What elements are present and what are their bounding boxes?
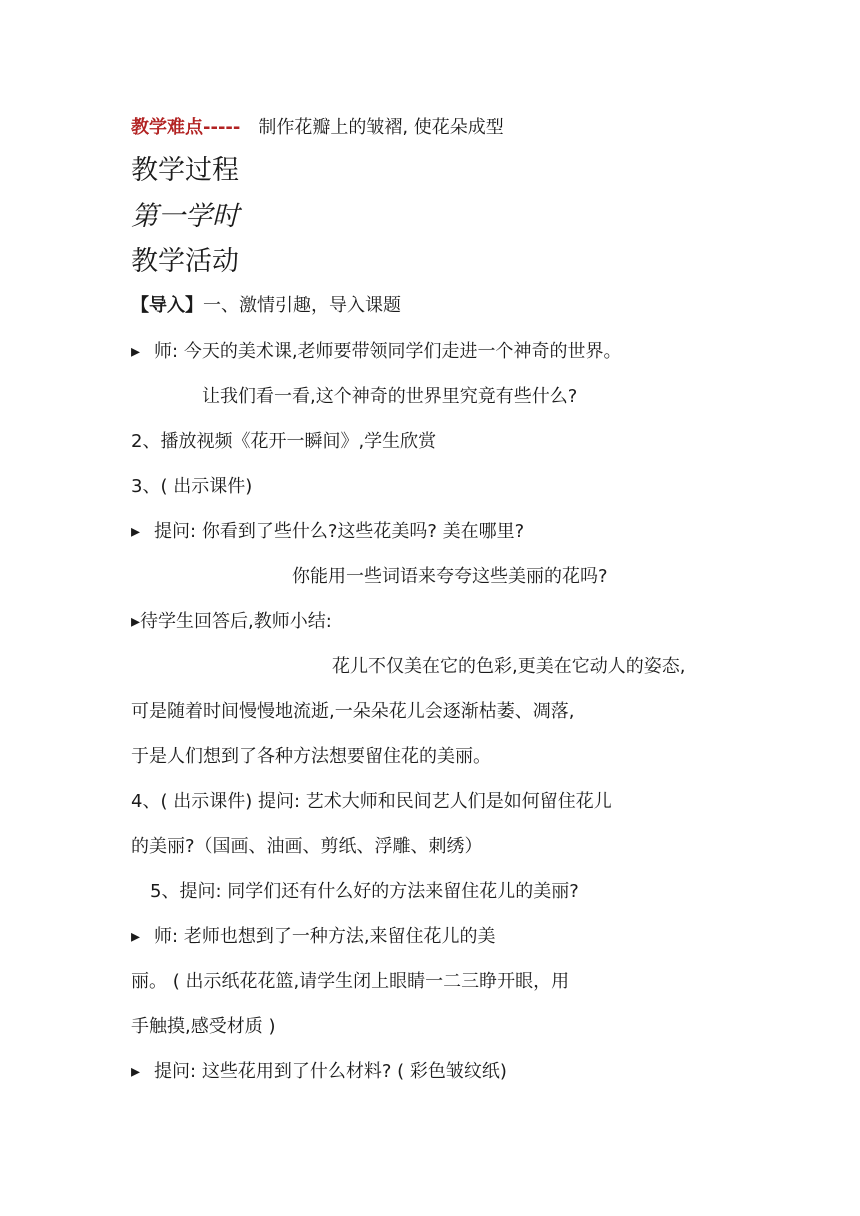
difficulty-text: 制作花瓣上的皱褶, 使花朵成型 bbox=[258, 117, 504, 138]
line-12: 的美丽?（国画、油画、剪纸、浮雕、刺绣） bbox=[131, 836, 483, 857]
difficulty-label: 教学难点----- bbox=[131, 117, 241, 138]
heading-lesson: 第一学时 bbox=[131, 201, 239, 232]
line-11: 4、( 出示课件) 提问: 艺术大师和民间艺人们是如何留住花儿 bbox=[131, 791, 612, 812]
line-5-text: 提问: 你看到了些什么?这些花美吗? 美在哪里? bbox=[154, 521, 525, 542]
intro-text: 一、激情引趣，导入课题 bbox=[203, 295, 401, 316]
bullet-icon: ▸ bbox=[131, 341, 141, 362]
line-3: 2、播放视频《花开一瞬间》,学生欣赏 bbox=[131, 431, 437, 452]
line-13: 5、提问: 同学们还有什么好的方法来留住花儿的美丽? bbox=[150, 881, 579, 902]
bullet-icon: ▸ bbox=[131, 1061, 141, 1082]
line-1 bbox=[131, 340, 622, 364]
line-2: 让我们看一看,这个神奇的世界里究竟有些什么? bbox=[202, 386, 578, 407]
line-10: 于是人们想到了各种方法想要留住花的美丽。 bbox=[131, 746, 491, 767]
line-5 bbox=[131, 520, 524, 544]
line-8: 花儿不仅美在它的色彩,更美在它动人的姿态, bbox=[332, 656, 686, 677]
difficulty-line bbox=[131, 116, 504, 140]
line-14 bbox=[131, 925, 496, 949]
heading-activity: 教学活动 bbox=[131, 246, 239, 277]
line-4: 3、( 出示课件) bbox=[131, 476, 253, 497]
line-1-text: 师: 今天的美术课,老师要带领同学们走进一个神奇的世界。 bbox=[154, 341, 622, 362]
bullet-icon: ▸ bbox=[131, 926, 141, 947]
bullet-icon: ▸ bbox=[131, 521, 141, 542]
line-7-text: 待学生回答后,教师小结: bbox=[140, 611, 332, 632]
line-15: 丽。 ( 出示纸花花篮,请学生闭上眼睛一二三睁开眼，用 bbox=[131, 971, 570, 992]
line-17 bbox=[131, 1060, 507, 1084]
line-16: 手触摸,感受材质 ) bbox=[131, 1016, 276, 1037]
bullet-icon: ▸ bbox=[131, 611, 141, 632]
intro-label: 【导入】 bbox=[131, 295, 203, 316]
intro-line bbox=[131, 294, 401, 318]
line-6: 你能用一些词语来夸夸这些美丽的花吗? bbox=[292, 566, 608, 587]
line-7 bbox=[131, 610, 332, 634]
line-9: 可是随着时间慢慢地流逝,一朵朵花儿会逐渐枯萎、凋落, bbox=[131, 701, 575, 722]
heading-process: 教学过程 bbox=[131, 155, 239, 186]
line-14-text: 师: 老师也想到了一种方法,来留住花儿的美 bbox=[154, 926, 496, 947]
line-17-text: 提问: 这些花用到了什么材料? ( 彩色皱纹纸) bbox=[154, 1061, 507, 1082]
